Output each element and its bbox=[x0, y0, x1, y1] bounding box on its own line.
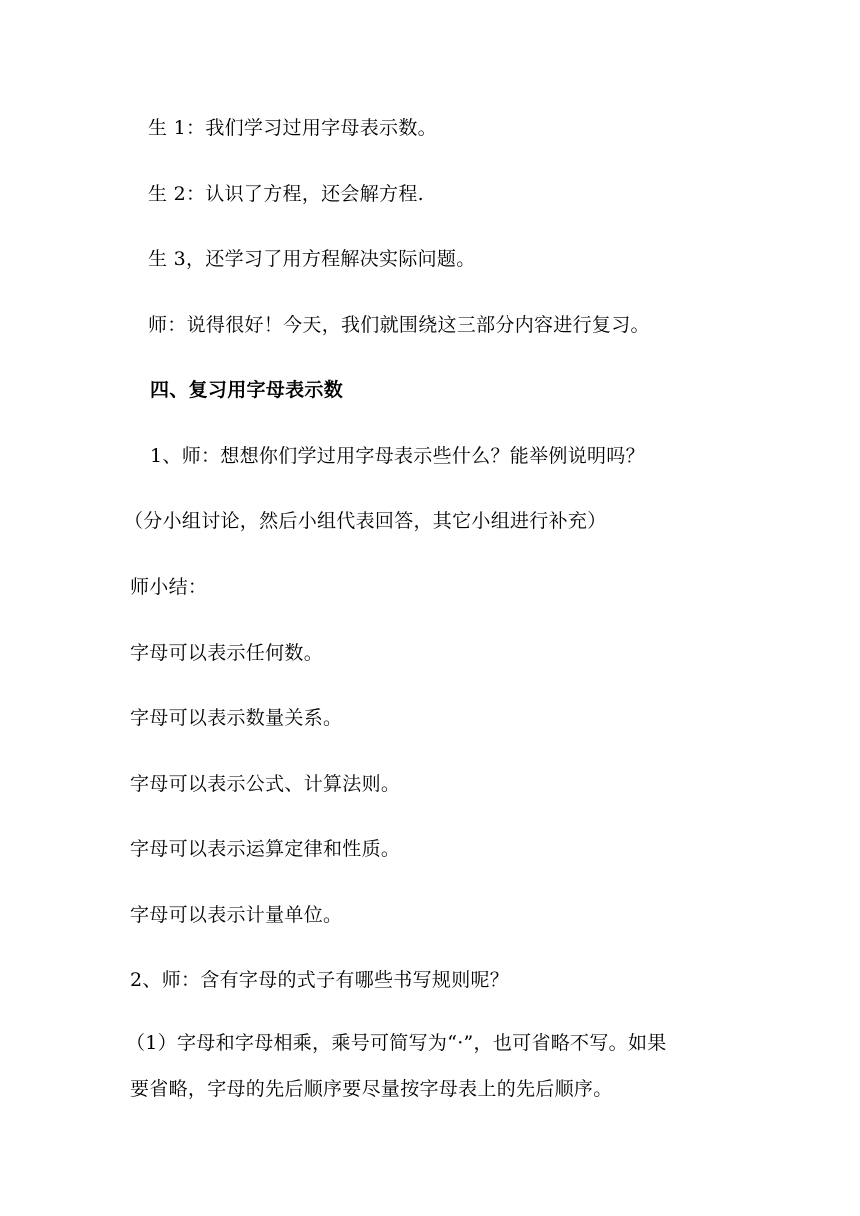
summary-item-4: 字母可以表示运算定律和性质。 bbox=[130, 838, 401, 860]
question-1-line: 1、师：想想你们学过用字母表示些什么？能举例说明吗？ bbox=[150, 445, 645, 467]
summary-item-5: 字母可以表示计量单位。 bbox=[130, 904, 343, 926]
question-2-line: 2、师：含有字母的式子有哪些书写规则呢？ bbox=[130, 969, 510, 991]
summary-item-1: 字母可以表示任何数。 bbox=[130, 642, 324, 664]
student-1-line: 生 1：我们学习过用字母表示数。 bbox=[148, 117, 437, 139]
student-2-line: 生 2：认识了方程，还会解方程. bbox=[148, 183, 424, 205]
group-discussion-line: （分小组讨论，然后小组代表回答，其它小组进行补充） bbox=[124, 510, 607, 532]
rule-1-line: （1）字母和字母相乘，乘号可简写为“·”，也可省略不写。如果 bbox=[126, 1032, 667, 1054]
teacher-reply-line: 师：说得很好！今天，我们就围绕这三部分内容进行复习。 bbox=[148, 314, 650, 336]
summary-item-2: 字母可以表示数量关系。 bbox=[130, 707, 343, 729]
student-3-line: 生 3，还学习了用方程解决实际问题。 bbox=[148, 248, 476, 270]
summary-item-3: 字母可以表示公式、计算法则。 bbox=[130, 773, 401, 795]
rule-1-continuation-line: 要省略，字母的先后顺序要尽量按字母表上的先后顺序。 bbox=[130, 1078, 613, 1100]
teacher-summary-label: 师小结： bbox=[130, 576, 208, 598]
section-heading: 四、复习用字母表示数 bbox=[150, 379, 344, 401]
